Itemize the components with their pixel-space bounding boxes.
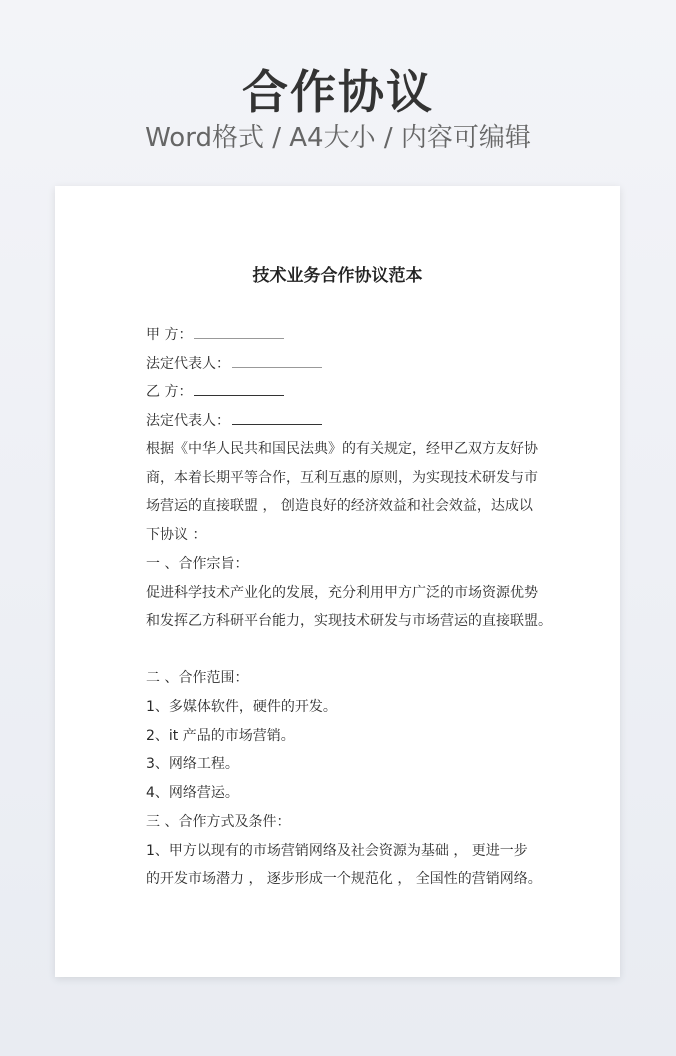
section-2-heading: 二 、合作范围： — [146, 670, 249, 686]
section-3-text: 1、甲方以现有的市场营销网络及社会资源为基础 ， 更进一步 — [146, 843, 528, 859]
section-1-heading: 一 、合作宗旨： — [146, 556, 249, 572]
legal-rep-1-blank[interactable] — [232, 353, 322, 368]
document-title: 技术业务合作协议范本 — [252, 266, 423, 286]
party-a-label: 甲 方： — [146, 327, 193, 343]
intro-line: 商，本着长期平等合作，互利互惠的原则，为实现技术研发与市 — [146, 470, 538, 486]
section-1-text: 和发挥乙方科研平台能力，实现技术研发与市场营运的直接联盟。 — [146, 613, 552, 629]
section-3-text: 的开发市场潜力 ， 逐步形成一个规范化 ， 全国性的营销网络。 — [146, 871, 542, 887]
legal-rep-2-blank[interactable] — [232, 410, 322, 425]
section-2-item: 1、多媒体软件，硬件的开发。 — [146, 699, 337, 715]
legal-rep-1-line — [146, 353, 322, 374]
section-2-item: 2、it 产品的市场营销。 — [146, 728, 295, 744]
page-subtitle: Word格式 / A4大小 / 内容可编辑 — [145, 123, 531, 153]
legal-rep-2-line — [146, 410, 322, 431]
section-2-item: 3、网络工程。 — [146, 756, 239, 772]
section-3-heading: 三 、合作方式及条件： — [146, 814, 291, 830]
party-b-blank[interactable] — [194, 381, 284, 396]
document-page — [55, 186, 620, 977]
party-a-line — [146, 324, 284, 345]
section-2-item: 4、网络营运。 — [146, 785, 239, 801]
intro-line: 根据《中华人民共和国民法典》的有关规定，经甲乙双方友好协 — [146, 441, 538, 457]
legal-rep-2-label: 法定代表人： — [146, 413, 230, 429]
page-title: 合作协议 — [242, 65, 434, 119]
party-a-blank[interactable] — [194, 324, 284, 339]
legal-rep-1-label: 法定代表人： — [146, 356, 230, 372]
intro-line: 场营运的直接联盟 ， 创造良好的经济效益和社会效益，达成以 — [146, 498, 533, 514]
party-b-line — [146, 381, 284, 402]
section-1-text: 促进科学技术产业化的发展，充分利用甲方广泛的市场资源优势 — [146, 585, 538, 601]
intro-line: 下协议 ： — [146, 527, 207, 543]
party-b-label: 乙 方： — [146, 384, 193, 400]
